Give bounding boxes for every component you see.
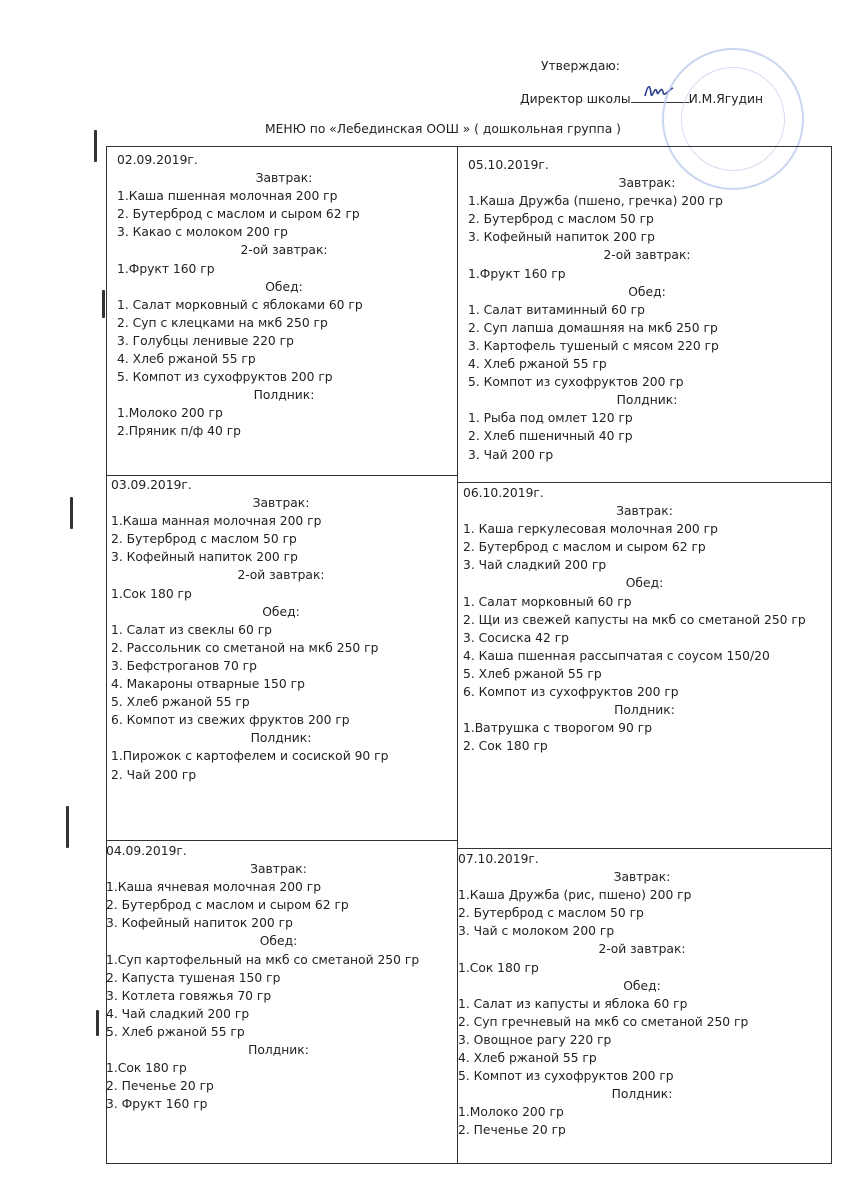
- menu-item: 3. Кофейный напиток 200 гр: [111, 550, 298, 565]
- menu-item: 1.Сок 180 гр: [111, 586, 192, 601]
- menu-item: 4. Каша пшенная рассыпчатая с соусом 150/20: [463, 648, 770, 663]
- menu-item: 5. Хлеб ржаной 55 гр: [111, 695, 250, 710]
- row-divider-right-1: [457, 482, 832, 483]
- day-date: 07.10.2019г.: [458, 852, 539, 866]
- menu-item: 1.Фрукт 160 гр: [468, 266, 566, 281]
- margin-mark: [94, 130, 97, 162]
- meal-title: Обед:: [259, 934, 298, 949]
- menu-item: 2. Бутерброд с маслом и сыром 62 гр: [106, 898, 349, 913]
- menu-item: 1.Молоко 200 гр: [117, 406, 223, 421]
- day-date: 03.09.2019г.: [111, 478, 192, 492]
- menu-item: 2. Сок 180 гр: [463, 739, 548, 754]
- page-title: МЕНЮ по «Лебединская ООШ » ( дошкольная группа ): [265, 122, 621, 136]
- day-date: 02.09.2019г.: [117, 153, 198, 167]
- menu-item: 1. Салат витаминный 60 гр: [468, 302, 645, 317]
- meal-title: Обед:: [625, 576, 664, 591]
- meal-title: Полдник:: [250, 731, 312, 746]
- day-date: 06.10.2019г.: [463, 486, 544, 500]
- menu-item: 1.Фрукт 160 гр: [117, 261, 215, 276]
- day-cell: [106, 842, 451, 1113]
- menu-item: 5. Хлеб ржаной 55 гр: [463, 666, 602, 681]
- menu-item: 1. Салат морковный с яблоками 60 гр: [117, 297, 363, 312]
- menu-item: 3. Сосиска 42 гр: [463, 630, 569, 645]
- menu-item: 2. Щи из свежей капусты на мкб со сметаной 250 гр: [463, 612, 806, 627]
- day-cell: [468, 156, 826, 464]
- menu-item: 2. Печенье 20 гр: [106, 1079, 214, 1094]
- menu-item: 2.Пряник п/ф 40 гр: [117, 424, 241, 439]
- menu-item: 2. Суп лапша домашняя на мкб 250 гр: [468, 320, 718, 335]
- menu-item: 1.Молоко 200 гр: [458, 1105, 564, 1120]
- menu-item: 3. Котлета говяжья 70 гр: [106, 988, 272, 1003]
- menu-item: 4. Хлеб ржаной 55 гр: [458, 1051, 597, 1066]
- meal-title: Полдник:: [614, 703, 675, 718]
- menu-item: 3. Картофель тушеный с мясом 220 гр: [468, 338, 719, 353]
- menu-item: 6. Компот из сухофруктов 200 гр: [463, 685, 679, 700]
- meal-title: Полдник:: [253, 388, 315, 403]
- menu-item: 1.Каша пшенная молочная 200 гр: [117, 189, 338, 204]
- day-cell: [458, 850, 826, 1140]
- menu-item: 2. Суп гречневый на мкб со сметаной 250 гр: [458, 1014, 749, 1029]
- menu-item: 1. Салат из капусты и яблока 60 гр: [458, 996, 688, 1011]
- menu-item: 3. Кофейный напиток 200 гр: [468, 230, 655, 245]
- menu-item: 2. Чай 200 гр: [111, 767, 197, 782]
- meal-title: 2-ой завтрак:: [598, 942, 686, 957]
- margin-mark: [70, 497, 73, 529]
- menu-item: 4. Макароны отварные 150 гр: [111, 677, 305, 692]
- meal-title: Завтрак:: [255, 171, 313, 186]
- menu-item: 6. Компот из свежих фруктов 200 гр: [111, 713, 350, 728]
- meal-title: Обед:: [265, 279, 303, 294]
- approval-heading: Утверждаю:: [541, 59, 620, 73]
- menu-item: 5. Компот из сухофруктов 200 гр: [468, 375, 684, 390]
- menu-item: 3. Бефстроганов 70 гр: [111, 658, 257, 673]
- menu-item: 1.Каша Дружба (пшено, гречка) 200 гр: [468, 194, 723, 209]
- menu-item: 1.Каша манная молочная 200 гр: [111, 514, 322, 529]
- meal-title: Завтрак:: [250, 862, 307, 877]
- menu-item: 2. Бутерброд с маслом и сыром 62 гр: [463, 540, 706, 555]
- meal-title: Обед:: [623, 978, 661, 993]
- menu-item: 1.Каша ячневая молочная 200 гр: [106, 880, 322, 895]
- meal-title: Полдник:: [611, 1087, 673, 1102]
- menu-item: 1. Салат морковный 60 гр: [463, 594, 632, 609]
- menu-item: 3. Фрукт 160 гр: [106, 1097, 208, 1112]
- day-cell: [117, 151, 451, 441]
- menu-item: 1.Каша Дружба (рис, пшено) 200 гр: [458, 888, 692, 903]
- day-cell: [463, 484, 826, 755]
- meal-title: 2-ой завтрак:: [240, 243, 328, 258]
- margin-mark: [102, 290, 105, 318]
- meal-title: 2-ой завтрак:: [237, 568, 325, 583]
- menu-item: 2. Печенье 20 гр: [458, 1123, 566, 1138]
- menu-item: 4. Чай сладкий 200 гр: [106, 1006, 250, 1021]
- menu-item: 1. Рыба под омлет 120 гр: [468, 411, 633, 426]
- director-label: Директор школы: [520, 92, 631, 106]
- day-cell: [111, 476, 451, 784]
- menu-item: 1. Каша геркулесовая молочная 200 гр: [463, 522, 718, 537]
- meal-title: Завтрак:: [616, 504, 673, 519]
- day-date: 04.09.2019г.: [106, 844, 187, 858]
- menu-item: 5. Компот из сухофруктов 200 гр: [458, 1069, 674, 1084]
- menu-item: 2. Бутерброд с маслом 50 гр: [468, 212, 654, 227]
- menu-item: 3. Чай сладкий 200 гр: [463, 558, 607, 573]
- menu-item: 1.Сок 180 гр: [106, 1061, 187, 1076]
- menu-item: 1.Ватрушка с творогом 90 гр: [463, 721, 652, 736]
- menu-item: 2. Бутерброд с маслом 50 гр: [111, 532, 297, 547]
- meal-title: Полдник:: [248, 1043, 309, 1058]
- menu-item: 5. Хлеб ржаной 55 гр: [106, 1024, 245, 1039]
- menu-item: 1. Салат из свеклы 60 гр: [111, 622, 272, 637]
- menu-item: 5. Компот из сухофруктов 200 гр: [117, 370, 333, 385]
- meal-title: Обед:: [628, 284, 666, 299]
- meal-title: Полдник:: [616, 393, 678, 408]
- menu-item: 3. Голубцы ленивые 220 гр: [117, 333, 294, 348]
- menu-item: 1.Сок 180 гр: [458, 960, 539, 975]
- menu-item: 2. Бутерброд с маслом 50 гр: [458, 906, 644, 921]
- menu-item: 2. Суп с клецками на мкб 250 гр: [117, 315, 328, 330]
- menu-item: 2. Рассольник со сметаной на мкб 250 гр: [111, 640, 379, 655]
- day-date: 05.10.2019г.: [468, 158, 549, 172]
- menu-item: 2. Хлеб пшеничный 40 гр: [468, 429, 633, 444]
- meal-title: Завтрак:: [613, 870, 671, 885]
- menu-item: 3. Чай с молоком 200 гр: [458, 924, 615, 939]
- meal-title: Обед:: [262, 604, 300, 619]
- margin-mark: [66, 806, 69, 848]
- menu-item: 3. Чай 200 гр: [468, 447, 554, 462]
- director-name: И.М.Ягудин: [688, 92, 764, 106]
- menu-item: 4. Хлеб ржаной 55 гр: [468, 357, 607, 372]
- meal-title: Завтрак:: [618, 176, 676, 191]
- menu-item: 4. Хлеб ржаной 55 гр: [117, 352, 256, 367]
- menu-item: 1.Пирожок с картофелем и сосиской 90 гр: [111, 749, 389, 764]
- menu-item: 2. Бутерброд с маслом и сыром 62 гр: [117, 207, 360, 222]
- row-divider-right-2: [457, 848, 832, 849]
- menu-item: 3. Кофейный напиток 200 гр: [106, 916, 293, 931]
- margin-mark: [96, 1010, 99, 1036]
- menu-item: 2. Капуста тушеная 150 гр: [106, 970, 281, 985]
- row-divider-left-2: [106, 840, 457, 841]
- menu-item: 1.Суп картофельный на мкб со сметаной 250 гр: [106, 952, 420, 967]
- meal-title: Завтрак:: [252, 496, 310, 511]
- menu-item: 3. Овощное рагу 220 гр: [458, 1032, 612, 1047]
- meal-title: 2-ой завтрак:: [603, 248, 691, 263]
- menu-item: 3. Какао с молоком 200 гр: [117, 225, 288, 240]
